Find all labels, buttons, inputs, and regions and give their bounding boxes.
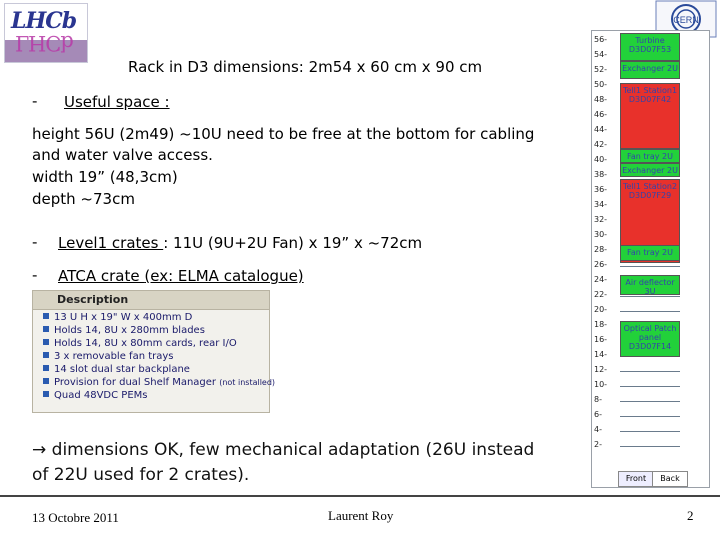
lhcb-logo-text: LHCb: [11, 8, 77, 34]
catalogue-note: (not installed): [219, 378, 276, 387]
rack-grid-line: [620, 431, 680, 432]
rack-block: Air deflector 3U: [620, 275, 680, 295]
atca-line: [58, 266, 304, 286]
level1-label: Level1 crates: [58, 234, 164, 252]
spec-height: height 56U (2m49) ~10U need to be free at the bottom for cabling: [32, 125, 535, 143]
rack-block: Tell1 Station2 D3D07F29: [620, 179, 680, 263]
rack-grid-line: [620, 416, 680, 417]
rack-block: Tell1 Station1 D3D07F42: [620, 83, 680, 149]
back-tab[interactable]: Back: [652, 471, 688, 487]
footer-author: Laurent Roy: [328, 508, 394, 523]
rack-unit-tick: 42-: [594, 140, 608, 149]
rack-unit-tick: 54-: [594, 50, 608, 59]
rack-unit-tick: 12-: [594, 365, 608, 374]
rack-unit-tick: 28-: [594, 245, 608, 254]
rack-unit-tick: 46-: [594, 110, 608, 119]
rack-unit-tick: 6-: [594, 410, 602, 419]
rack-unit-tick: 20-: [594, 305, 608, 314]
catalogue-header: Description: [33, 291, 269, 310]
rack-unit-tick: 56-: [594, 35, 608, 44]
conclusion-line-1: → dimensions OK, few mechanical adaptation (26U instead: [32, 440, 535, 460]
catalogue-item: 3 x removable fan trays: [43, 351, 174, 362]
rack-grid-line: [620, 296, 680, 297]
rack-grid-line: [620, 371, 680, 372]
rack-unit-tick: 2-: [594, 440, 602, 449]
rack-unit-tick: 10-: [594, 380, 608, 389]
lhcb-logo-reflection: LHCb: [15, 31, 73, 55]
level1-details: : 11U (9U+2U Fan) x 19” x ~72cm: [163, 234, 423, 252]
catalogue-item: Quad 48VDC PEMs: [43, 390, 147, 401]
cern-logo-text: CERN: [673, 15, 699, 25]
rack-unit-tick: 48-: [594, 95, 608, 104]
footer-divider: [0, 495, 720, 497]
rack-unit-tick: 30-: [594, 230, 608, 239]
rack-unit-tick: 40-: [594, 155, 608, 164]
rack-block: Exchanger 2U: [620, 61, 680, 79]
atca-label: ATCA crate: [58, 267, 145, 285]
rack-unit-tick: 18-: [594, 320, 608, 329]
rack-block: Fan tray 2U: [620, 245, 680, 261]
rack-unit-tick: 52-: [594, 65, 608, 74]
slide-title: Rack in D3 dimensions: 2m54 x 60 cm x 90 cm: [128, 58, 483, 76]
rack-block: Fan tray 2U: [620, 149, 680, 163]
rack-unit-tick: 26-: [594, 260, 608, 269]
catalogue-item: 13 U H x 19" W x 400mm D: [43, 312, 192, 323]
rack-block: Turbine D3D07F53: [620, 33, 680, 61]
spec-depth: depth ~73cm: [32, 190, 135, 208]
useful-space-heading: Useful space :: [64, 93, 170, 111]
spec-height-cont: and water valve access.: [32, 146, 213, 164]
conclusion-line-2: of 22U used for 2 crates).: [32, 465, 250, 485]
rack-unit-tick: 24-: [594, 275, 608, 284]
rack-grid-line: [620, 446, 680, 447]
rack-grid-line: [620, 266, 680, 267]
rack-grid-line: [620, 311, 680, 312]
lhcb-logo: [4, 3, 88, 63]
level1-line: [58, 233, 422, 253]
catalogue-description-box: [32, 290, 276, 413]
front-tab[interactable]: Front: [618, 471, 654, 487]
catalogue-item: Holds 14, 8U x 280mm blades: [43, 325, 205, 336]
rack-unit-tick: 34-: [594, 200, 608, 209]
rack-grid-line: [620, 386, 680, 387]
rack-unit-tick: 32-: [594, 215, 608, 224]
page-number: 2: [687, 508, 694, 523]
bullet-dash: -: [32, 92, 38, 110]
rack-unit-tick: 36-: [594, 185, 608, 194]
rack-block: Exchanger 2U: [620, 163, 680, 177]
rack-diagram: [591, 30, 710, 488]
bullet-dash: -: [32, 233, 38, 251]
rack-unit-tick: 8-: [594, 395, 602, 404]
footer-date: 13 Octobre 2011: [32, 510, 119, 525]
catalogue-item: Provision for dual Shelf Manager (not installed): [43, 377, 275, 388]
rack-unit-tick: 22-: [594, 290, 608, 299]
rack-unit-tick: 38-: [594, 170, 608, 179]
rack-unit-tick: 16-: [594, 335, 608, 344]
bullet-dash: -: [32, 266, 38, 284]
rack-unit-tick: 4-: [594, 425, 602, 434]
catalogue-item: Holds 14, 8U x 80mm cards, rear I/O: [43, 338, 237, 349]
rack-block: Optical Patch panel D3D07F14: [620, 321, 680, 357]
catalogue-item: 14 slot dual star backplane: [43, 364, 190, 375]
rack-grid-line: [620, 401, 680, 402]
rack-unit-tick: 50-: [594, 80, 608, 89]
atca-details: (ex: ELMA catalogue): [144, 267, 304, 285]
rack-unit-tick: 14-: [594, 350, 608, 359]
spec-width: width 19” (48,3cm): [32, 168, 178, 186]
rack-unit-tick: 44-: [594, 125, 608, 134]
